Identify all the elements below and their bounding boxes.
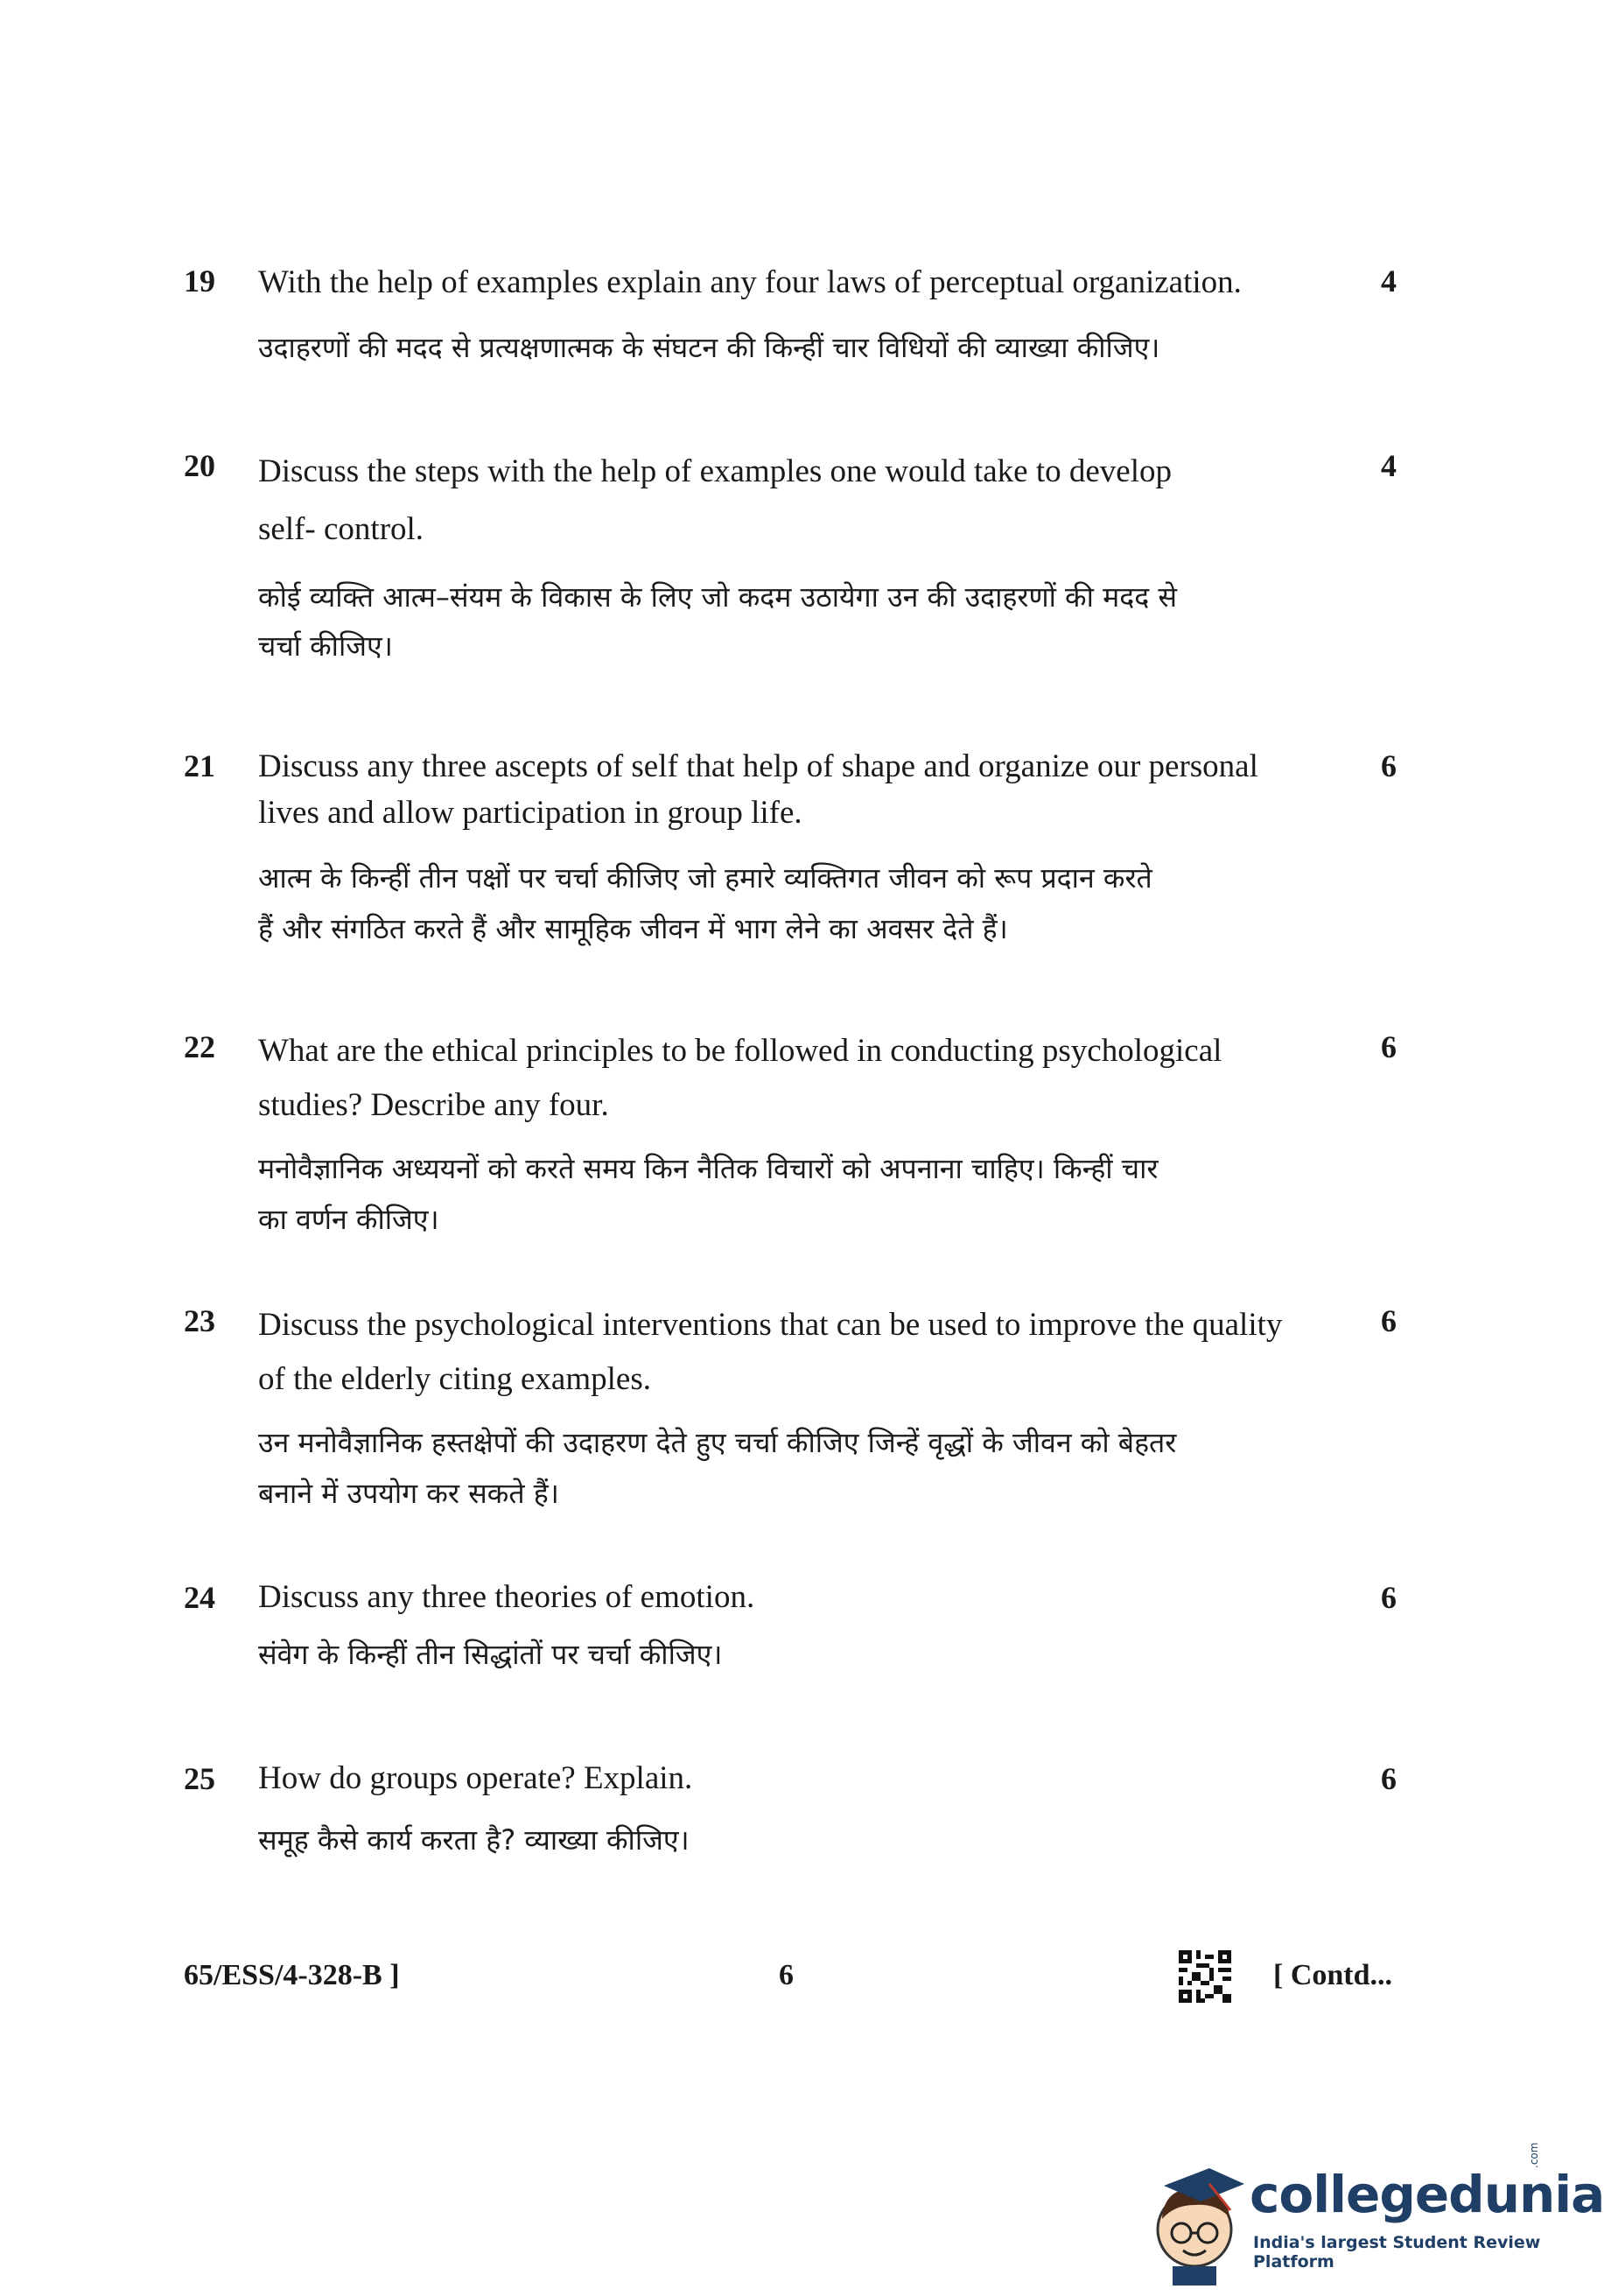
question-marks: 6 [1381, 748, 1397, 783]
question-marks: 6 [1381, 1029, 1397, 1064]
question-number: 19 [184, 263, 215, 298]
question-text-english: With the help of examples explain any four laws of perceptual organization. [258, 264, 1242, 300]
question-text-english: Discuss the steps with the help of examples one would take to develop self- control. [258, 453, 1173, 547]
question-text-hindi: मनोवैज्ञानिक अध्ययनों को करते समय किन नैतिक विचारों को अपनाना चाहिए। किन्हीं चार का वर्णन कीजिए। [258, 1152, 1159, 1236]
question-number: 20 [184, 448, 215, 483]
question-number: 21 [184, 748, 215, 783]
page-footer [0, 1959, 1562, 2012]
paper-code: 65/ESS/4-328-B ] [184, 1959, 400, 1991]
brand-tagline: India's largest Student Review Platform [1253, 2233, 1541, 2271]
question-text-english: What are the ethical principles to be followed in conducting psychological studies? Describe any four. [258, 1033, 1222, 1123]
brand-name: collegedunia [1250, 2165, 1604, 2224]
question-number: 23 [184, 1303, 215, 1338]
question-number: 24 [184, 1580, 215, 1615]
question-text-english: Discuss any three theories of emotion. [258, 1579, 755, 1615]
question-text-english: Discuss the psychological interventions that can be used to improve the quality of the elderly citing examples. [258, 1307, 1283, 1397]
question-number: 22 [184, 1029, 215, 1064]
question-text-english: How do groups operate? Explain. [258, 1760, 693, 1796]
question-text-hindi: उदाहरणों की मदद से प्रत्यक्षणात्मक के संघटन की किन्हीं चार विधियों की व्याख्या कीजिए। [258, 331, 1160, 364]
question-text-hindi: समूह कैसे कार्य करता है? व्याख्या कीजिए। [258, 1823, 690, 1857]
question-marks: 6 [1381, 1761, 1397, 1796]
student-mascot-icon [1146, 2149, 1251, 2289]
brand-domain-suffix: .com [1528, 2142, 1540, 2168]
question-marks: 4 [1381, 448, 1397, 483]
question-number: 25 [184, 1761, 215, 1796]
question-marks: 4 [1381, 263, 1397, 298]
question-marks: 6 [1381, 1580, 1397, 1615]
collegedunia-branding [1146, 2142, 1604, 2289]
question-text-hindi: संवेग के किन्हीं तीन सिद्धांतों पर चर्चा कीजिए। [258, 1638, 723, 1671]
page-number: 6 [779, 1959, 794, 1991]
question-text-hindi: आत्म के किन्हीं तीन पक्षों पर चर्चा कीजिए जो हमारे व्यक्तिगत जीवन को रूप प्रदान करते हैं और संगठित करते हैं और सामूहिक जीवन में भाग लेने का अवसर देते हैं। [258, 861, 1152, 945]
question-text-hindi: उन मनोवैज्ञानिक हस्तक्षेपों की उदाहरण देते हुए चर्चा कीजिए जिन्हें वृद्धों के जीवन को बेहतर बनाने में उपयोग कर सकते हैं। [258, 1426, 1177, 1510]
question-text-hindi: कोई व्यक्ति आत्म–संयम के विकास के लिए जो कदम उठायेगा उन की उदाहरणों की मदद से चर्चा कीजिए। [258, 580, 1178, 663]
question-text-english: Discuss any three ascepts of self that help of shape and organize our personal lives and allow participation in group life. [258, 748, 1258, 831]
question-marks: 6 [1381, 1303, 1397, 1338]
continued-label: [ Contd... [1273, 1959, 1393, 1991]
qr-code-icon [1179, 1950, 1231, 2003]
